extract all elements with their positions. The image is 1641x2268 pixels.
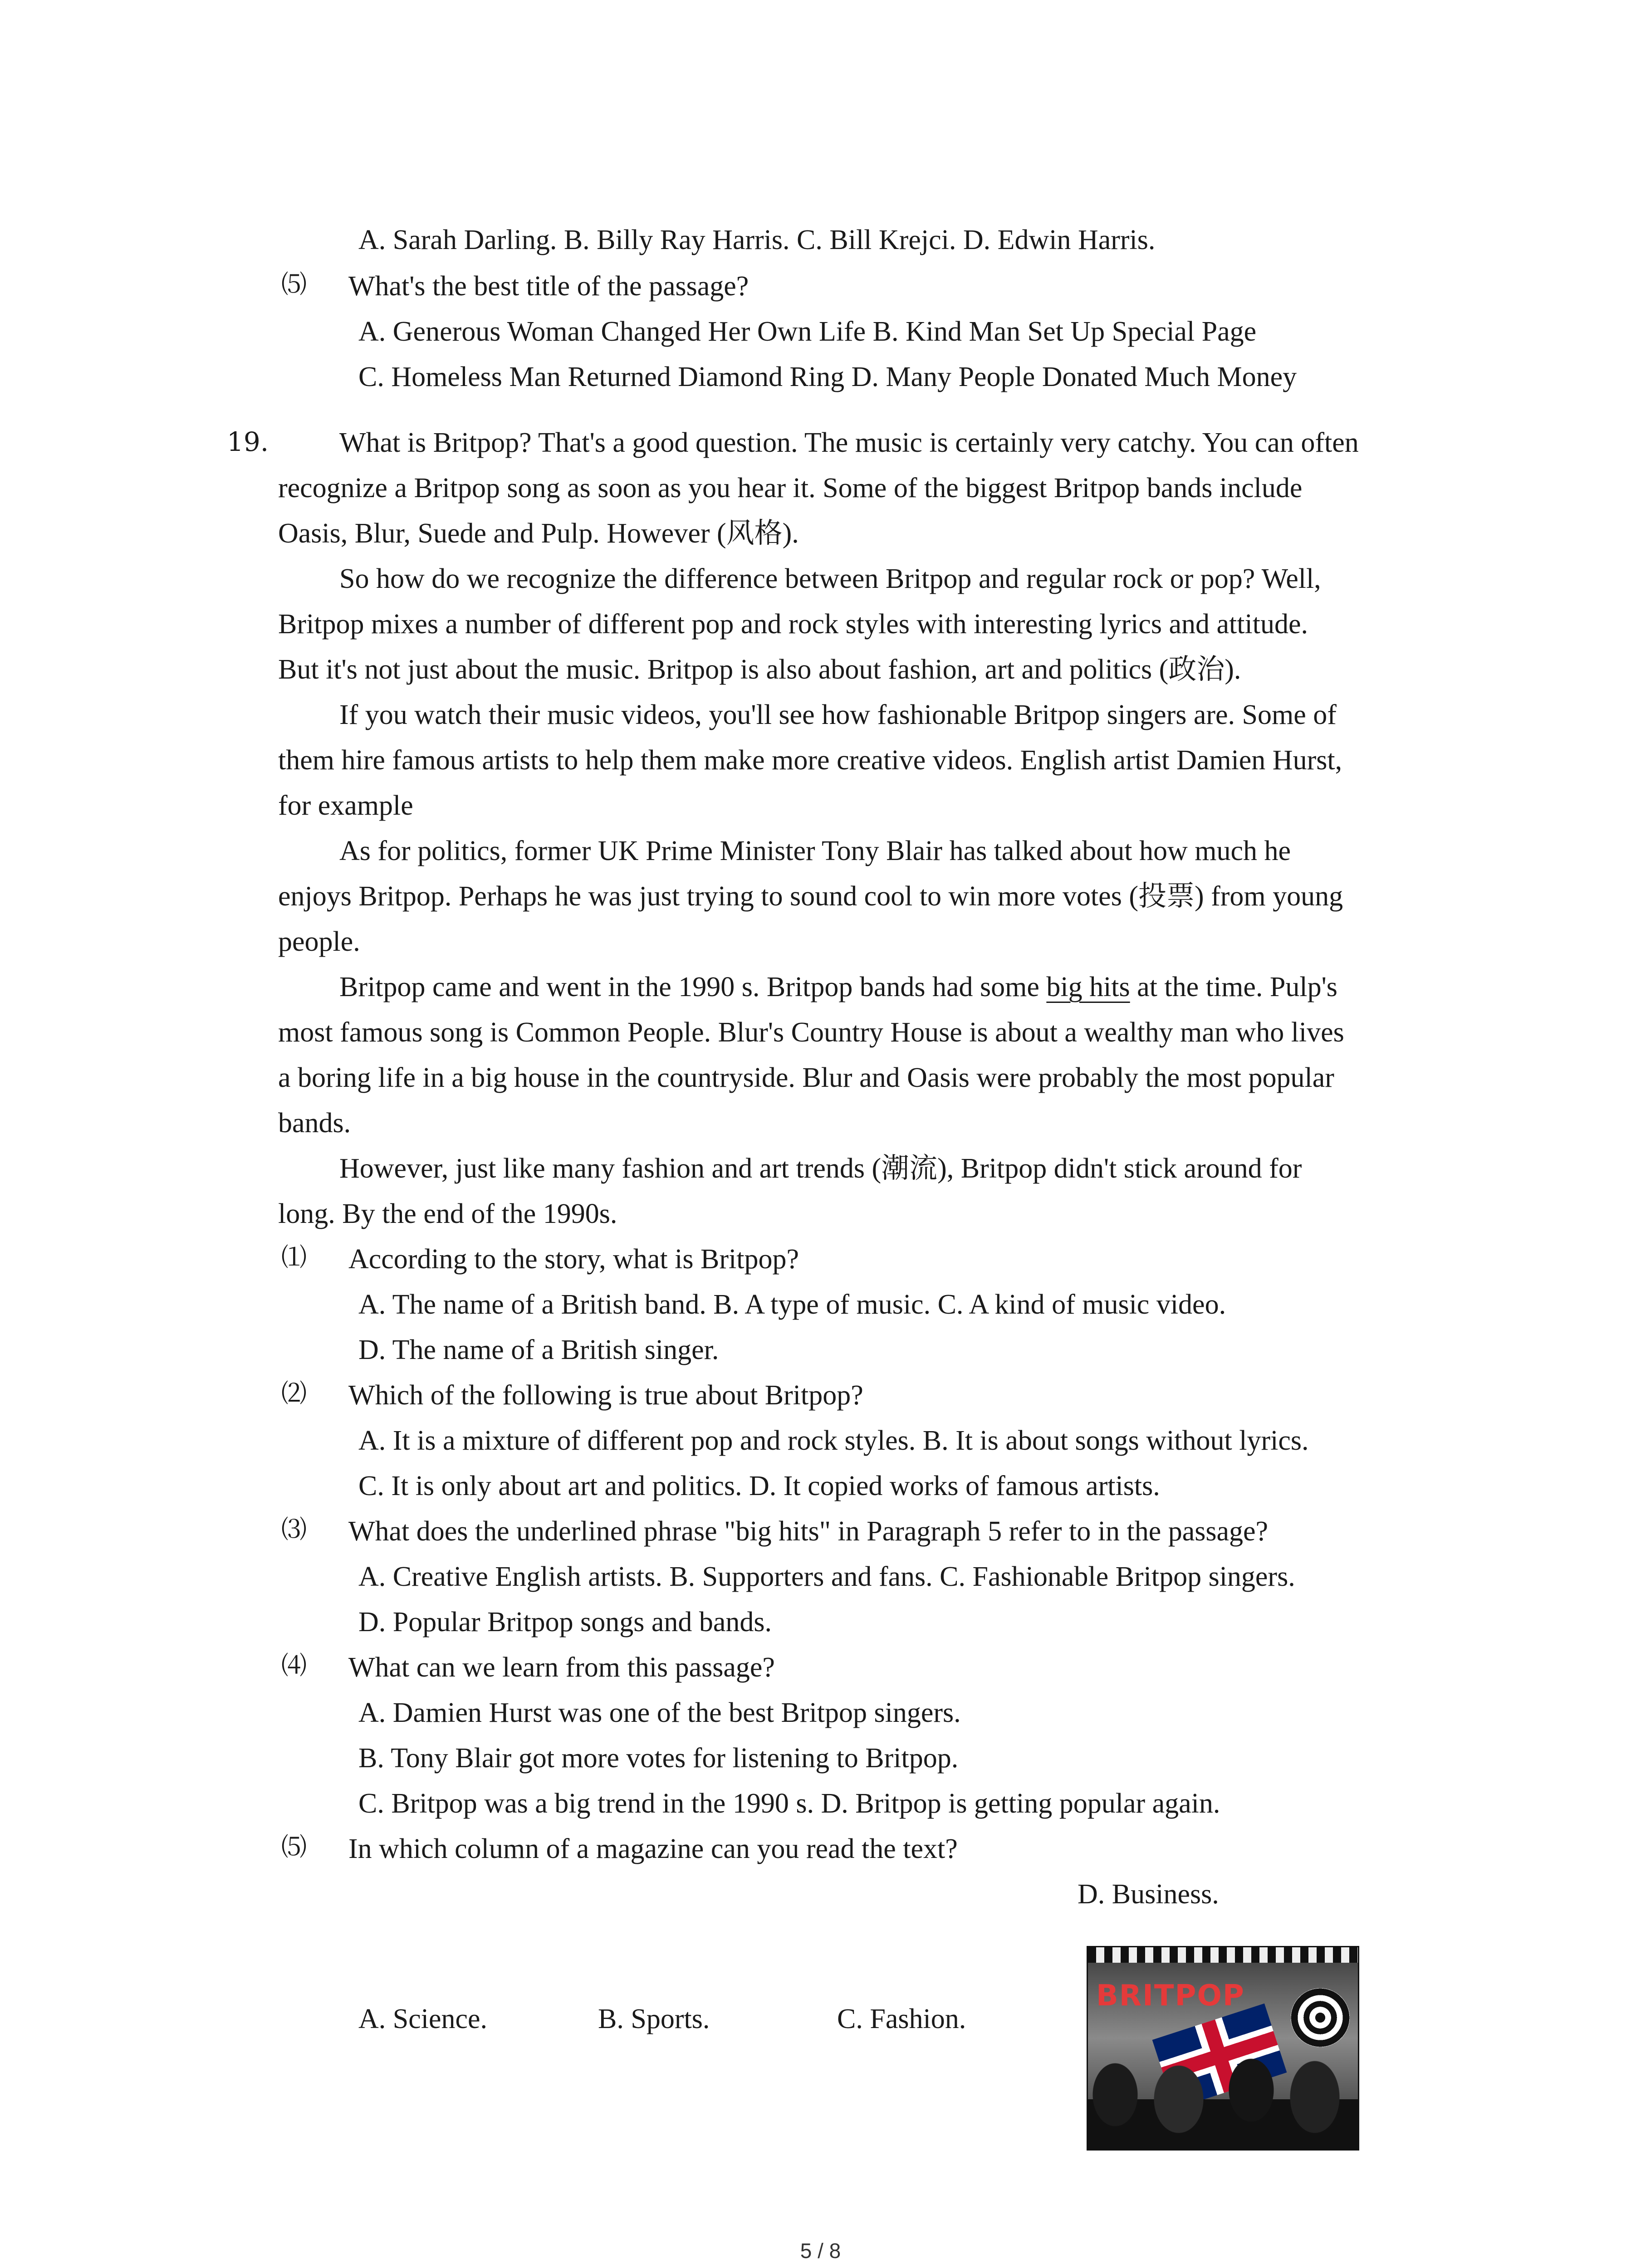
q18-q5-options-2: C. Homeless Man Returned Diamond Ring D. Many People Donated Much Money (358, 362, 1297, 392)
question-options: A. Damien Hurst was one of the best Britpop singers. (358, 1697, 961, 1728)
page-number: 5 / 8 (800, 2239, 841, 2263)
band-members-photo (1088, 2058, 1358, 2149)
question-options: A. The name of a British band. B. A type of music. C. A kind of music video. (358, 1289, 1226, 1320)
passage-line: for example (278, 790, 413, 821)
q19-number: 19. (227, 426, 269, 457)
passage-line (339, 973, 1337, 1001)
passage-line: But it's not just about the music. Britpop is also about fashion, art and politics (政治). (278, 654, 1241, 685)
question-text: Which of the following is true about Britpop? (348, 1380, 863, 1411)
underlined-phrase-big-hits: big hits (1046, 972, 1130, 1002)
option-a-science: A. Science. (358, 2004, 488, 2034)
passage-line: people. (278, 926, 360, 957)
passage-line: them hire famous artists to help them make more creative videos. English artist Damien Hurst, (278, 745, 1342, 776)
question-options: A. It is a mixture of different pop and rock styles. B. It is about songs without lyrics. (358, 1425, 1309, 1456)
britpop-logo-text: BRITPOP (1096, 1979, 1245, 2013)
passage-line: Oasis, Blur, Suede and Pulp. However (风格). (278, 518, 799, 549)
question-options: D. Popular Britpop songs and bands. (358, 1607, 772, 1637)
option-d-business: D. Business. (1078, 1879, 1219, 1910)
question-number: ⑶ (281, 1515, 307, 1545)
question-options: A. Creative English artists. B. Supporters and fans. C. Fashionable Britpop singers. (358, 1561, 1295, 1592)
passage-line: bands. (278, 1108, 351, 1139)
passage-line: However, just like many fashion and art trends (潮流), Britpop didn't stick around for (339, 1153, 1302, 1184)
passage-line: most famous song is Common People. Blur's Country House is about a wealthy man who lives (278, 1017, 1344, 1048)
option-b-sports: B. Sports. (598, 2004, 710, 2034)
passage-line: enjoys Britpop. Perhaps he was just trying to sound cool to win more votes (投票) from young (278, 881, 1343, 912)
britpop-image (1087, 1946, 1359, 2151)
option-c-fashion: C. Fashion. (837, 2004, 966, 2034)
question-number: ⑸ (281, 1833, 307, 1862)
question-options: B. Tony Blair got more votes for listening to Britpop. (358, 1743, 959, 1774)
passage-line: If you watch their music videos, you'll see how fashionable Britpop singers are. Some of (339, 699, 1337, 730)
question-options: D. The name of a British singer. (358, 1334, 719, 1365)
question-options: C. It is only about art and politics. D. It copied works of famous artists. (358, 1471, 1160, 1501)
passage-line: recognize a Britpop song as soon as you hear it. Some of the biggest Britpop bands include (278, 473, 1303, 503)
passage-line: long. By the end of the 1990s. (278, 1198, 617, 1229)
passage-line: So how do we recognize the difference between Britpop and regular rock or pop? Well, (339, 563, 1321, 594)
target-icon (1291, 1988, 1350, 2047)
question-text: According to the story, what is Britpop? (348, 1244, 799, 1275)
passage-line: What is Britpop? That's a good question. The music is certainly very catchy. You can often (339, 427, 1359, 458)
q18-q5-text: What's the best title of the passage? (348, 271, 749, 302)
passage-text: Britpop came and went in the 1990 s. Britpop bands had some (339, 972, 1047, 1002)
question-text: What can we learn from this passage? (348, 1652, 775, 1683)
passage-line: As for politics, former UK Prime Minister Tony Blair has talked about how much he (339, 836, 1291, 866)
q18-q5-options-1: A. Generous Woman Changed Her Own Life B. Kind Man Set Up Special Page (358, 316, 1257, 347)
question-number: ⑷ (281, 1651, 307, 1681)
passage-line: a boring life in a big house in the countryside. Blur and Oasis were probably the most popular (278, 1062, 1334, 1093)
q18-q5-number: ⑸ (281, 270, 307, 299)
passage-line: Britpop mixes a number of different pop and rock styles with interesting lyrics and attitude. (278, 609, 1308, 640)
question-options: C. Britpop was a big trend in the 1990 s. D. Britpop is getting popular again. (358, 1788, 1220, 1819)
question-text: In which column of a magazine can you read the text? (348, 1833, 958, 1864)
film-strip-border (1088, 1947, 1358, 1963)
question-number: ⑵ (281, 1379, 307, 1408)
question-number: ⑴ (281, 1243, 307, 1272)
question-text: What does the underlined phrase "big hits" in Paragraph 5 refer to in the passage? (348, 1516, 1269, 1547)
passage-text: at the time. Pulp's (1130, 972, 1337, 1002)
q18-q4-options: A. Sarah Darling. B. Billy Ray Harris. C. Bill Krejci. D. Edwin Harris. (358, 225, 1156, 255)
